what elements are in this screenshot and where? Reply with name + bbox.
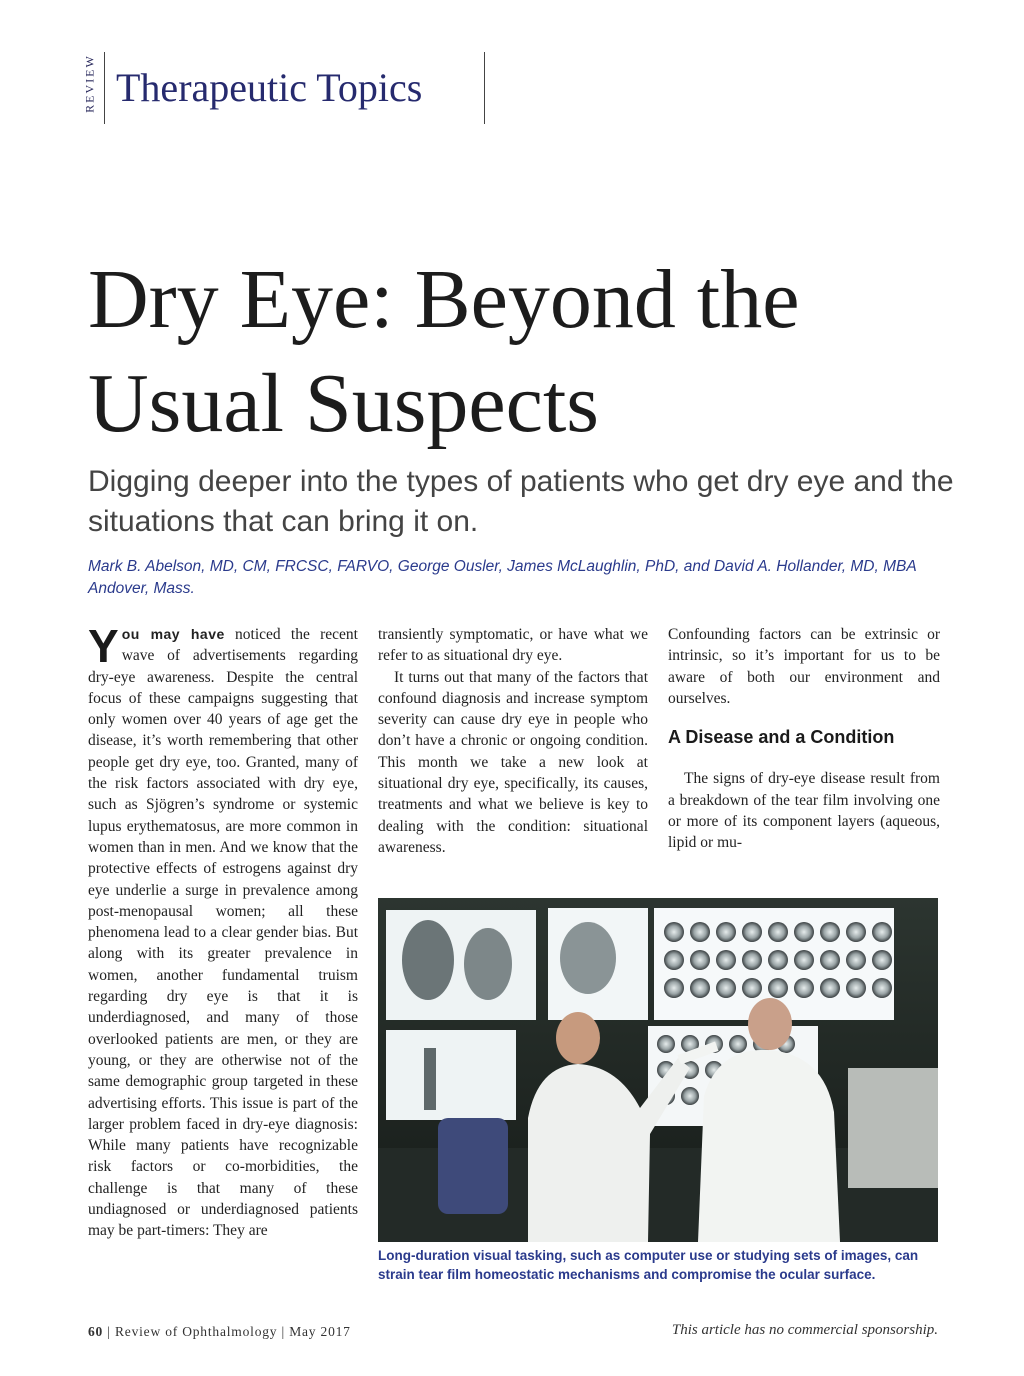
article-subtitle: Digging deeper into the types of patients who get dry eye and the situations that can bring it on. — [88, 465, 954, 538]
photo-caption: Long-duration visual tasking, such as computer use or studying sets of images, can strain tear film homeostatic mechanisms and compromise the ocular surface. — [378, 1248, 919, 1282]
review-tag-text: REVIEW — [82, 54, 97, 113]
author-list: Mark B. Abelson, MD, CM, FRCSC, FARVO, George Ousler, James McLaughlin, PhD, and David A. Hollander, MD, MBA — [88, 558, 917, 575]
lead-in: ou may have — [121, 626, 225, 642]
sponsorship-note: This article has no commercial sponsorship. — [671, 1322, 938, 1338]
opening-paragraph — [88, 620, 358, 1242]
author-location: Andover, Mass. — [88, 580, 195, 597]
journal-issue: | Review of Ophthalmology | May 2017 — [107, 1324, 351, 1339]
paragraph: transiently symptomatic, or have what we refer to as situational dry eye. — [378, 626, 648, 665]
header-divider-left — [104, 52, 105, 124]
header-divider-right — [484, 52, 485, 124]
paragraph: It turns out that many of the factors that confound diagnosis and increase symptom severity can cause dry eye in people who don’t have a chronic or ongoing condition. This month we take a new look at situational dry eye, specifically, its causes, treatments and what we believe is key to dealing with the condition: situational awareness. — [378, 668, 648, 856]
article-title: Dry Eye: Beyond the Usual Suspects — [88, 253, 800, 450]
radiology-scene-illustration — [378, 898, 938, 1242]
author-block — [88, 556, 968, 600]
page-footer — [88, 1324, 351, 1340]
body-column-2 — [378, 624, 648, 858]
paragraph: The signs of dry-eye disease result from a breakdown of the tear film involving one or more of its component layers (aqueous, lipid or mu- — [668, 770, 940, 852]
body-column-1 — [88, 620, 358, 1242]
section-subhead: A Disease and a Condition — [668, 727, 895, 748]
section-title: Therapeutic Topics — [116, 65, 423, 110]
drop-cap: Y — [88, 620, 119, 672]
article-photo — [378, 898, 938, 1242]
body-column-3 — [668, 624, 940, 854]
paragraph-text: noticed the recent wave of advertisements regarding dry-eye awareness. Despite the central focus of these campaigns suggesting that only women over 40 years of age get the disease, it’s worth remembering that other people get dry eye, too. Granted, many of the risk factors associated with dry eye, such as Sjögren’s syndrome or systemic lupus erythematosus, are more common in women than in men. And we know that the protective effects of estrogens against dry eye underlie a surge in prevalence among post-menopausal women; all these phenomena lead to a clear gender bias. But along with its greater prevalence in women, another fundamental truism regarding dry eye is that it is underdiagnosed, and many of those overlooked patients are men, or they are young, or they are otherwise not of the same demographic group targeted in these advertising efforts. This issue is part of the larger problem faced in dry-eye diagnosis: While many patients have recognizable risk factors or co-morbidities, the challenge is that many of these undiagnosed or underdiagnosed patients may be part-timers: They are — [88, 626, 358, 1240]
review-tag — [78, 48, 102, 128]
page-number: 60 — [88, 1324, 104, 1339]
paragraph: Confounding factors can be extrinsic or intrinsic, so it’s important for us to be aware of both our environment and ourselves. — [668, 626, 940, 707]
